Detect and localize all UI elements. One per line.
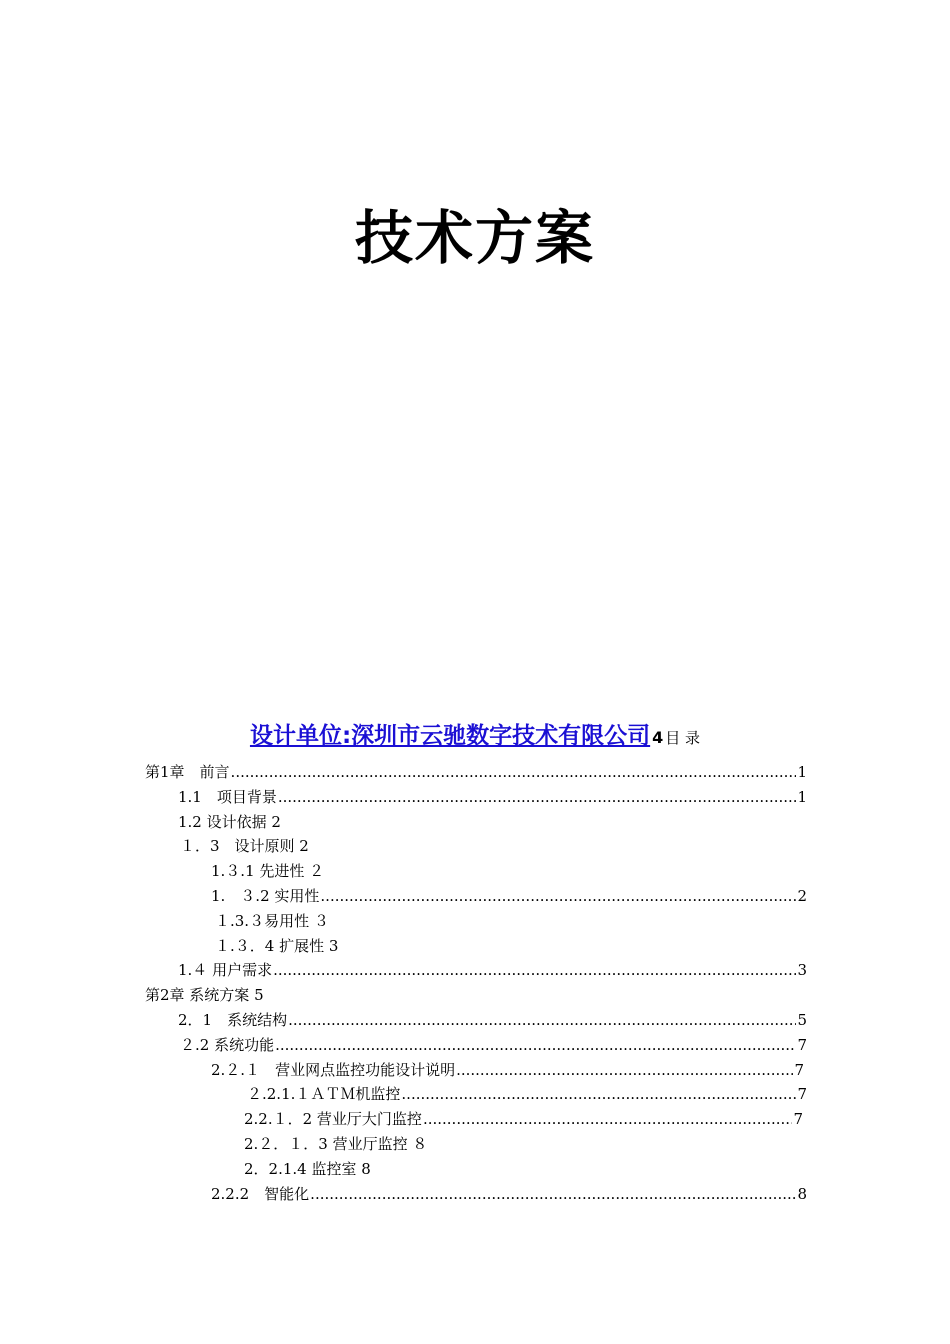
toc-entry[interactable] (215, 909, 329, 934)
toc-entry[interactable] (178, 810, 281, 835)
toc-entry-label: 1.４ 用户需求 (178, 961, 273, 980)
toc-entry[interactable] (178, 1008, 807, 1033)
toc-entry-page-number: 3 (797, 961, 807, 980)
toc-entry[interactable] (180, 1033, 807, 1058)
toc-entry-page-number: 7 (794, 1060, 804, 1079)
toc-entry-label: 第1章 前言 (145, 763, 230, 781)
toc-entry-label: 2.２.１ 营业网点监控功能设计说明 (211, 1060, 456, 1079)
toc-entry-label: 1.３.1 先进性 ２ (211, 862, 325, 881)
toc-dot-leader (401, 1082, 796, 1107)
toc-entry-page-number: 1 (797, 787, 807, 806)
toc-entry-page-number: 1 (797, 763, 807, 781)
toc-entry-label: 1. ３.2 实用性 (211, 887, 320, 905)
toc-entry-page-number: 5 (797, 1011, 807, 1029)
toc-heading: 目 录 (665, 729, 701, 747)
toc-entry[interactable] (178, 785, 807, 810)
company-line (0, 719, 950, 755)
toc-entry[interactable] (180, 834, 309, 859)
toc-entry[interactable] (178, 958, 807, 983)
toc-entry[interactable] (145, 760, 807, 785)
company-mark: 4 (652, 728, 664, 747)
toc-entry[interactable] (211, 859, 324, 884)
toc-entry-label: 2．1 系统结构 (178, 1011, 288, 1029)
toc-dot-leader (275, 1033, 796, 1058)
toc-entry-label: ２.2.1.１ＡＴＭ机监控 (247, 1085, 401, 1104)
toc-entry-label: １.3.３易用性 ３ (215, 911, 329, 930)
toc-dot-leader (320, 884, 796, 909)
toc-entry-page-number: 2 (797, 887, 807, 905)
toc-entry-page-number: 7 (797, 1085, 807, 1104)
toc-entry-label: １.３．4 扩展性 3 (215, 936, 339, 955)
toc-entry[interactable] (211, 884, 807, 909)
toc-entry-label: 2．2.1.4 监控室 8 (244, 1159, 371, 1178)
toc-entry-label: 1.2 设计依据 2 (178, 812, 281, 831)
toc-entry-label: 第2章 系统方案 5 (145, 986, 264, 1005)
document-title: 技术方案 (354, 204, 595, 272)
toc-entry-page-number: 8 (797, 1184, 807, 1203)
toc-dot-leader (231, 760, 797, 785)
toc-dot-leader (456, 1058, 793, 1083)
toc-entry-label: 1.1 项目背景 (178, 787, 277, 806)
toc-entry[interactable] (244, 1157, 371, 1182)
toc-dot-leader (288, 1008, 796, 1033)
toc-entry-label: ２.2 系统功能 (180, 1035, 275, 1054)
toc-entry-label: 2.2.１．2 营业厅大门监控 (244, 1110, 422, 1129)
toc-dot-leader (310, 1182, 796, 1207)
toc-entry[interactable] (244, 1107, 803, 1132)
toc-entry-page-number: 7 (793, 1110, 803, 1129)
toc-entry[interactable] (145, 983, 264, 1008)
toc-dot-leader (273, 958, 796, 983)
toc-entry[interactable] (211, 1182, 807, 1207)
toc-dot-leader (278, 785, 797, 810)
toc-dot-leader (423, 1107, 793, 1132)
company-link[interactable]: 设计单位:深圳市云驰数字技术有限公司 (249, 723, 651, 749)
toc-entry-label: 2.２．１．3 营业厅监控 ８ (244, 1135, 428, 1153)
toc-entry[interactable] (247, 1082, 807, 1107)
toc-entry-page-number: 7 (797, 1035, 807, 1054)
toc-entry-label: １．3 设计原则 2 (180, 837, 309, 856)
toc-entry[interactable] (244, 1132, 427, 1157)
toc-entry[interactable] (215, 934, 338, 959)
toc-entry-label: 2.2.2 智能化 (211, 1184, 310, 1203)
toc-entry[interactable] (211, 1058, 804, 1083)
